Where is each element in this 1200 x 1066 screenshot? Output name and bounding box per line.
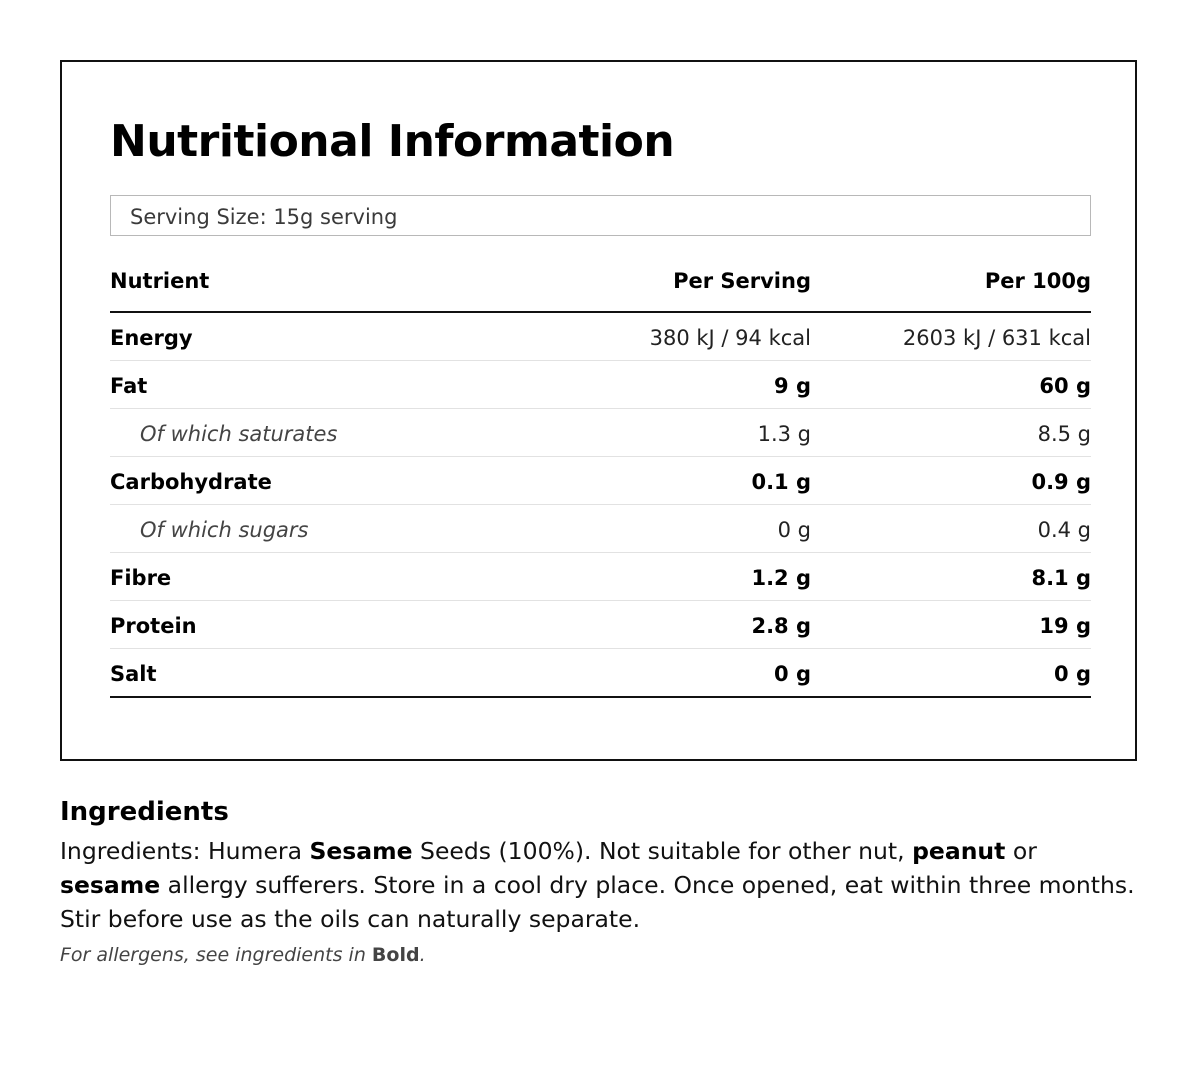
per-100g-value: 8.5 g bbox=[1037, 422, 1091, 446]
per-serving-value: 0 g bbox=[777, 518, 811, 542]
allergen-note bbox=[60, 942, 426, 968]
table-row-sugars bbox=[110, 505, 1091, 553]
table-row-salt bbox=[110, 649, 1091, 698]
column-header-nutrient: Nutrient bbox=[110, 269, 210, 293]
table-row-saturates bbox=[110, 409, 1091, 457]
per-serving-value: 0 g bbox=[774, 662, 811, 686]
allergen-sesame: sesame bbox=[60, 871, 161, 899]
nutrient-name: Fat bbox=[110, 374, 148, 398]
allergen-note-suffix: . bbox=[419, 944, 426, 966]
nutrient-name: Of which saturates bbox=[140, 422, 338, 446]
per-100g-value: 0.4 g bbox=[1037, 518, 1091, 542]
per-100g-value: 0.9 g bbox=[1031, 470, 1091, 494]
per-serving-value: 1.2 g bbox=[751, 566, 811, 590]
allergen-peanut: peanut bbox=[912, 837, 1006, 865]
page-title: Nutritional Information bbox=[110, 116, 675, 167]
nutrient-name: Of which sugars bbox=[140, 518, 309, 542]
per-serving-value: 2.8 g bbox=[751, 614, 811, 638]
ingredients-text-part: or bbox=[1005, 837, 1037, 865]
ingredients-heading: Ingredients bbox=[60, 797, 229, 827]
table-row-fat bbox=[110, 361, 1091, 409]
per-100g-value: 8.1 g bbox=[1031, 566, 1091, 590]
per-100g-value: 2603 kJ / 631 kcal bbox=[902, 326, 1091, 350]
per-100g-value: 19 g bbox=[1039, 614, 1091, 638]
per-serving-value: 380 kJ / 94 kcal bbox=[649, 326, 811, 350]
serving-size-box: Serving Size: 15g serving bbox=[110, 195, 1091, 236]
nutrient-name: Salt bbox=[110, 662, 157, 686]
allergen-note-bold: Bold bbox=[371, 944, 420, 966]
table-row-fibre bbox=[110, 553, 1091, 601]
nutrient-name: Protein bbox=[110, 614, 197, 638]
nutrient-name: Carbohydrate bbox=[110, 470, 272, 494]
per-serving-value: 0.1 g bbox=[751, 470, 811, 494]
column-header-per-100g: Per 100g bbox=[984, 269, 1091, 293]
per-100g-value: 60 g bbox=[1039, 374, 1091, 398]
nutrient-name: Energy bbox=[110, 326, 193, 350]
ingredients-text-part: Seeds (100%). Not suitable for other nut, bbox=[412, 837, 913, 865]
nutrient-name: Fibre bbox=[110, 566, 172, 590]
table-row-energy bbox=[110, 313, 1091, 361]
table-header-row bbox=[110, 257, 1091, 313]
ingredients-text-part: allergy sufferers. Store in a cool dry place. Once opened, eat within three months. Stir before use as the oils can naturally separate. bbox=[60, 871, 1135, 933]
nutrition-table bbox=[110, 257, 1091, 698]
column-header-per-serving: Per Serving bbox=[673, 269, 811, 293]
ingredients-text bbox=[60, 834, 1140, 936]
per-serving-value: 9 g bbox=[774, 374, 811, 398]
table-row-protein bbox=[110, 601, 1091, 649]
per-100g-value: 0 g bbox=[1054, 662, 1091, 686]
allergen-note-prefix: For allergens, see ingredients in bbox=[60, 944, 372, 966]
table-row-carbohydrate bbox=[110, 457, 1091, 505]
per-serving-value: 1.3 g bbox=[757, 422, 811, 446]
ingredients-text-part: Ingredients: Humera bbox=[60, 837, 310, 865]
allergen-sesame: Sesame bbox=[309, 837, 413, 865]
nutrition-panel bbox=[60, 60, 1137, 761]
